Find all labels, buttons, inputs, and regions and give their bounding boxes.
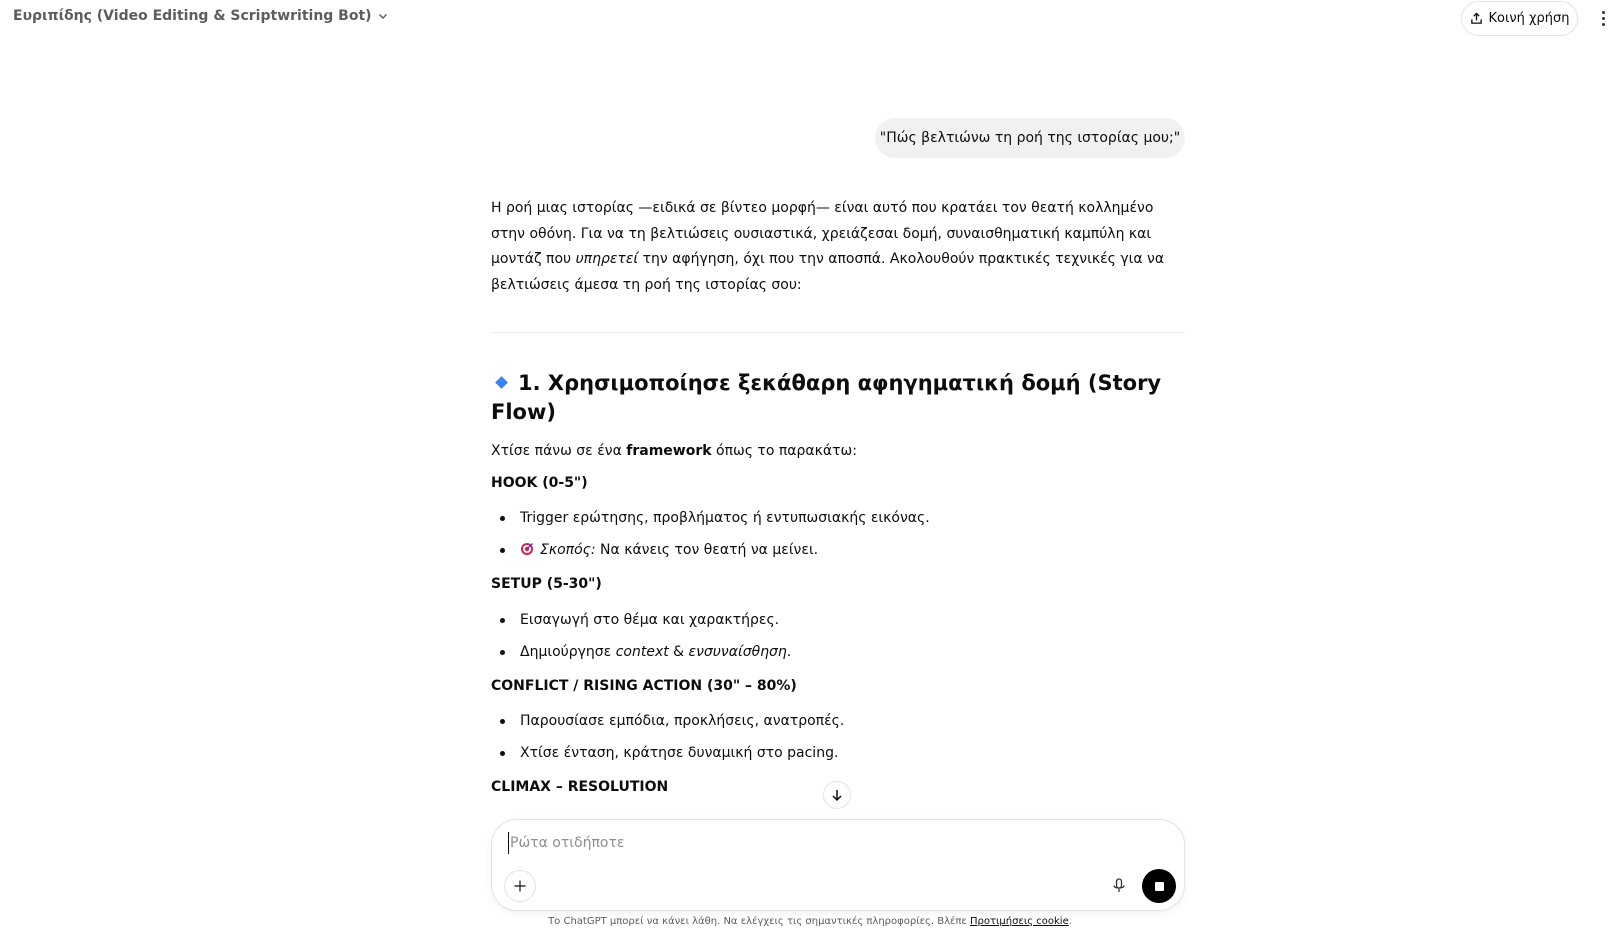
model-switcher[interactable]	[13, 8, 388, 24]
list-item: Trigger ερώτησης, προβλήματος ή εντυπωσιακής εικόνας.	[491, 502, 1185, 534]
hook-list	[491, 502, 1185, 566]
setup-title: SETUP (5-30")	[491, 576, 602, 592]
chevron-down-icon	[378, 11, 388, 21]
list-item: Εισαγωγή στο θέμα και χαρακτήρες.	[491, 604, 1185, 636]
list-item: Δημιούργησε context & ενσυναίσθηση.	[491, 636, 1185, 668]
cookie-preferences-link[interactable]: Προτιμήσεις cookie	[970, 916, 1069, 927]
prompt-input[interactable]	[508, 832, 1148, 854]
divider	[491, 332, 1185, 333]
conflict-list	[491, 705, 1185, 769]
climax-title: CLIMAX – RESOLUTION	[491, 779, 669, 795]
user-message: "Πώς βελτιώνω τη ροή της ιστορίας μου;"	[875, 118, 1185, 158]
target-icon	[520, 542, 534, 556]
share-button[interactable]	[1461, 1, 1578, 36]
list-item: Χτίσε ένταση, κράτησε δυναμική στο pacing.	[491, 737, 1185, 769]
share-label: Κοινή χρήση	[1488, 11, 1570, 26]
intro-paragraph: Η ροή μιας ιστορίας —ειδικά σε βίντεο μορφή— είναι αυτό που κρατάει τον θεατή κολλημένο στην οθόνη. Για να τη βελτιώσεις ουσιαστικά, χρειάζεσαι δομή, συναισθηματική καμπύλη και μοντάζ που υπηρετεί την αφήγηση, όχι που την αποσπά. Ακολουθούν πρακτικές τεχνικές για να βελτιώσεις άμεσα τη ροή της ιστορίας σου:	[491, 200, 1165, 293]
stop-button[interactable]	[1142, 869, 1176, 903]
model-name: Ευριπίδης (Video Editing & Scriptwriting Bot)	[13, 8, 372, 24]
list-item: Παρουσίασε εμπόδια, προκλήσεις, ανατροπές.	[491, 705, 1185, 737]
mic-icon	[1112, 878, 1126, 894]
plus-icon	[513, 879, 527, 893]
share-icon	[1470, 12, 1483, 25]
add-attachment-button[interactable]	[504, 870, 536, 902]
kebab-icon[interactable]	[1596, 8, 1610, 28]
disclaimer: Το ChatGPT μπορεί να κάνει λάθη. Να ελέγχεις τις σημαντικές πληροφορίες. Βλέπε Προτιμήσεις cookie.	[548, 916, 1072, 927]
stop-icon	[1155, 882, 1164, 891]
conflict-title: CONFLICT / RISING ACTION (30" – 80%)	[491, 677, 797, 694]
top-bar	[0, 0, 1620, 36]
scroll-down-button[interactable]	[823, 781, 851, 809]
framework-paragraph: Χτίσε πάνω σε ένα framework όπως το παρακάτω:	[491, 443, 857, 459]
voice-input-button[interactable]	[1103, 870, 1135, 902]
arrow-down-icon	[830, 788, 844, 802]
list-item: Σκοπός: Να κάνεις τον θεατή να μείνει.	[491, 534, 1185, 566]
section-heading: 1. Χρησιμοποίησε ξεκάθαρη αφηγηματική δομή (Story Flow)	[491, 371, 1162, 424]
composer	[491, 819, 1185, 911]
hook-title: HOOK (0-5")	[491, 474, 588, 491]
assistant-message	[491, 196, 1185, 807]
setup-list	[491, 604, 1185, 668]
diamond-icon	[495, 376, 508, 389]
